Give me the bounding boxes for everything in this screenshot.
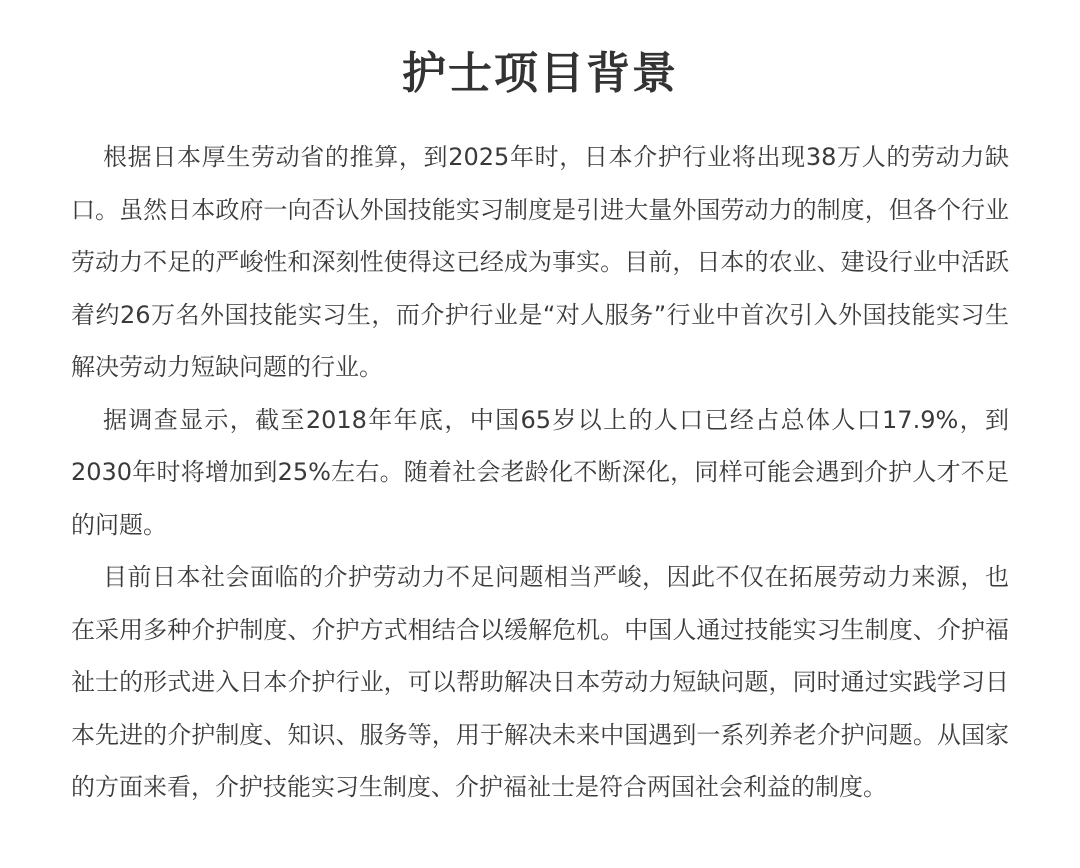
paragraph-labor-shortage: 根据日本厚生劳动省的推算，到2025年时，日本介护行业将出现38万人的劳动力缺口。虽然日本政府一向否认外国技能实习制度是引进大量外国劳动力的制度，但各个行业劳动力不足的严峻性和深刻性使得这已经成为事实。目前，日本的农业、建设行业中活跃着约26万名外国技能实习生，而介护行业是“对人服务”行业中首次引入外国技能实习生解决劳动力短缺问题的行业。 [71, 143, 1009, 381]
paragraph-china-aging: 据调查显示，截至2018年年底，中国65岁以上的人口已经占总体人口17.9%，到2030年时将增加到25%左右。随着社会老龄化不断深化，同样可能会遇到介护人才不足的问题。 [71, 405, 1009, 539]
paragraph-cooperation: 目前日本社会面临的介护劳动力不足问题相当严峻，因此不仅在拓展劳动力来源，也在采用多种介护制度、介护方式相结合以缓解危机。中国人通过技能实习生制度、介护福祉士的形式进入日本介护行业，可以帮助解决日本劳动力短缺问题，同时通过实践学习日本先进的介护制度、知识、服务等，用于解决未来中国遇到一系列养老介护问题。从国家的方面来看，介护技能实习生制度、介护福祉士是符合两国社会利益的制度。 [71, 563, 1009, 801]
document-body [71, 131, 1009, 814]
page-title: 护士项目背景 [402, 48, 678, 99]
